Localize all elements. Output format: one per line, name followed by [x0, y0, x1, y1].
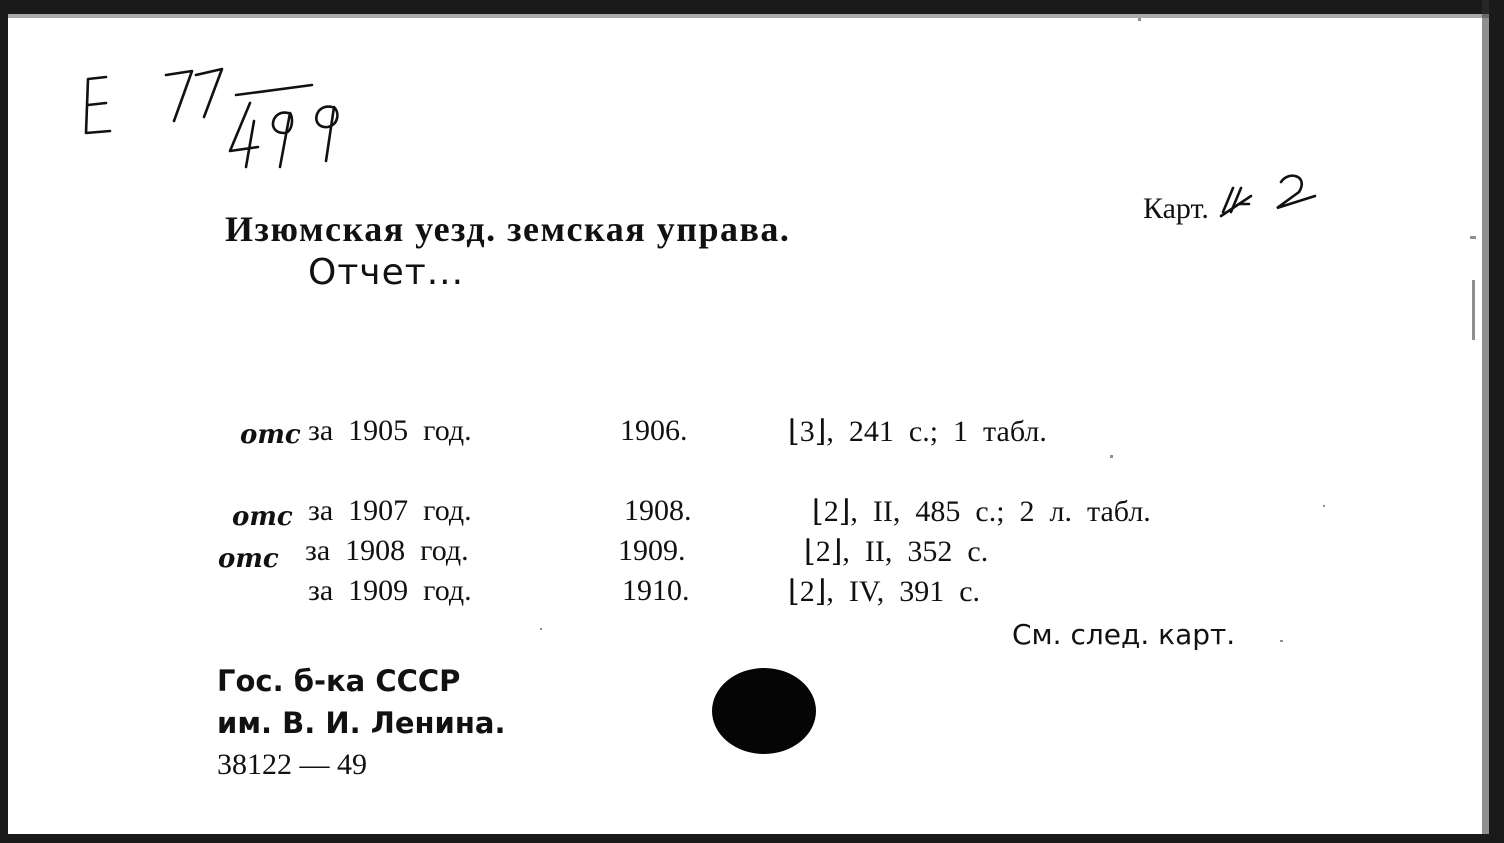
holding-year: 1909.: [618, 534, 686, 567]
library-line-2: им. В. И. Ленина.: [217, 706, 506, 740]
holding-description: ⌊2⌋, IV, 391 с.: [788, 575, 981, 608]
holding-year: 1906.: [620, 414, 688, 447]
library-stamp: [217, 660, 505, 786]
card-number: [1143, 168, 1319, 226]
library-line-1: Гос. б-ка СССР: [217, 664, 461, 698]
card-number-label: Карт.: [1143, 192, 1209, 225]
number-sign-icon: [1219, 182, 1253, 218]
holding-period: за 1907 год.: [308, 494, 472, 527]
holding-period: за 1909 год.: [308, 574, 472, 607]
holding-row: [0, 494, 1504, 534]
see-next-card: См. след. карт.: [1012, 618, 1236, 651]
holding-description: ⌊2⌋, II, 352 с.: [804, 535, 989, 568]
holding-year: 1910.: [622, 574, 690, 607]
holding-year: 1908.: [624, 494, 692, 527]
holding-description: ⌊3⌋, 241 с.; 1 табл.: [788, 415, 1047, 448]
holding-row: [0, 414, 1504, 454]
card-title: Изюмская уезд. земская управа.: [225, 209, 791, 249]
punch-hole: [712, 668, 816, 754]
scan-border-top: [0, 0, 1504, 14]
scan-border-bottom: [0, 834, 1504, 843]
holding-description: ⌊2⌋, II, 485 с.; 2 л. табл.: [812, 495, 1151, 528]
holding-row: [0, 534, 1504, 574]
holding-row: [0, 574, 1504, 614]
holding-period: за 1905 год.: [308, 414, 472, 447]
holding-mark: отс: [218, 544, 279, 574]
scan-border-top-shadow: [0, 14, 1504, 18]
library-line-3: 38122 — 49: [217, 748, 367, 781]
holding-mark: отс: [240, 420, 301, 450]
handwritten-shelfmark: [80, 55, 370, 185]
card-subtitle: Отчет...: [308, 252, 465, 293]
holding-mark: отс: [232, 502, 293, 532]
card-number-handwritten: [1269, 168, 1319, 218]
holding-period: за 1908 год.: [305, 534, 469, 567]
